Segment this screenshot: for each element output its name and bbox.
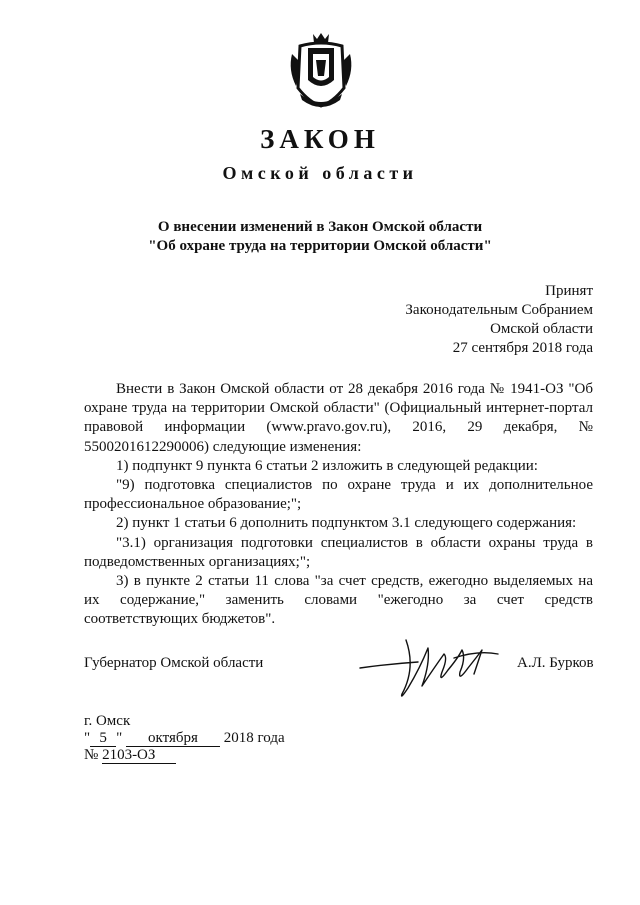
date-day: 5 (90, 731, 116, 747)
body-paragraph: 3) в пункте 2 статьи 11 слова "за счет средств, ежегодно выделяемых на их содержание," заменить словами "ежегодно за счет средств соответствующих бюджетов". (84, 573, 593, 628)
body-paragraph: Внести в Закон Омской области от 28 декабря 2016 года № 1941-ОЗ "Об охране труда на территории Омской области" (Официальный интернет-портал правовой информации (www.pravo.gov.ru), 2016, 29 декабря, № 5500201612290006) следующие изменения: (84, 381, 593, 455)
subject-line: "Об охране труда на территории Омской области" (148, 238, 492, 254)
adoption-line: Законодательным Собранием (405, 302, 593, 318)
number-value: 2103-ОЗ (102, 748, 176, 764)
date-year: 2018 года (223, 730, 285, 746)
adoption-block (333, 282, 593, 358)
governor-title: Губернатор Омской области (84, 655, 264, 671)
governor-name: А.Л. Бурков (517, 655, 594, 671)
date-month: октября (126, 731, 220, 747)
document-footer (84, 713, 285, 764)
law-number (84, 747, 285, 764)
law-title: ЗАКОН (260, 124, 380, 154)
adoption-line: Омской области (490, 321, 593, 337)
region-title: Омской области (222, 163, 418, 183)
handwritten-signature (358, 628, 508, 708)
adoption-line: Принят (545, 283, 593, 299)
city: г. Омск (84, 713, 131, 729)
body-paragraph: "9) подготовка специалистов по охране труда и их дополнительное профессиональное образование;"; (84, 477, 593, 513)
signing-date (84, 730, 285, 747)
adoption-date: 27 сентября 2018 года (452, 340, 593, 356)
law-subject (0, 218, 640, 256)
body-paragraph: 2) пункт 1 статьи 6 дополнить подпунктом 3.1 следующего содержания: (116, 515, 577, 532)
subject-line: О внесении изменений в Закон Омской области (157, 219, 483, 235)
quote-close: " (116, 730, 123, 746)
law-body (84, 380, 593, 630)
body-paragraph: 1) подпункт 9 пункта 6 статьи 2 изложить в следующей редакции: (116, 457, 538, 474)
coat-of-arms-emblem (286, 30, 356, 110)
number-prefix: № (84, 747, 99, 763)
body-paragraph: "3.1) организация подготовки специалистов в области охраны труда в подведомственных организациях;"; (84, 534, 593, 570)
quote-open: " (84, 730, 91, 746)
